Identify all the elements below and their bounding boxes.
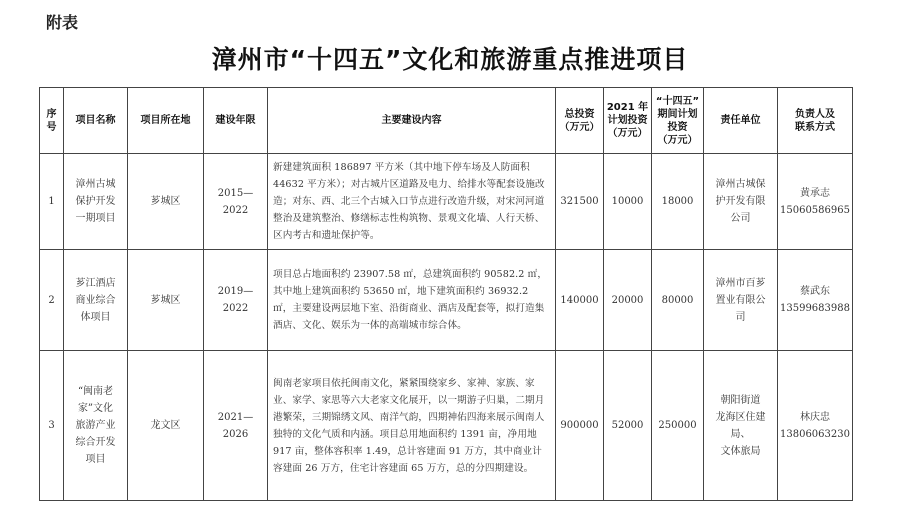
projects-table [39,87,853,501]
cell-total-investment: 900000 [556,351,604,501]
header-invest-2021: 2021 年 计划投资 （万元） [604,88,652,154]
cell-location: 龙文区 [128,351,204,501]
document-title: 漳州市“十四五”文化和旅游重点推进项目 [211,45,689,74]
contact-phone: 13806063230 [780,428,850,440]
cell-invest-2021: 52000 [604,351,652,501]
attachment-label: 附表 [46,13,79,32]
contact-name: 蔡武东 [800,286,830,297]
cell-invest-2021: 10000 [604,154,652,250]
cell-contact [778,250,853,351]
cell-period: 2021— 2026 [204,351,268,501]
header-unit: 责任单位 [704,88,778,154]
contact-phone: 15060586965 [780,204,850,216]
table-row [40,154,853,250]
cell-contact [778,154,853,250]
cell-invest-2021: 20000 [604,250,652,351]
cell-plan-14th: 250000 [652,351,704,501]
cell-contact [778,351,853,501]
header-location: 项目所在地 [128,88,204,154]
header-contact: 负责人及 联系方式 [778,88,853,154]
cell-seq: 2 [40,250,64,351]
cell-plan-14th: 80000 [652,250,704,351]
cell-name: “闽南老 家”文化 旅游产业 综合开发 项目 [64,351,128,501]
cell-location: 芗城区 [128,250,204,351]
contact-phone: 13599683988 [780,303,850,314]
header-total-investment: 总投资 （万元） [556,88,604,154]
header-plan-14th: “十四五” 期间计划 投资 （万元） [652,88,704,154]
cell-content: 闽南老家项目依托闽南文化，紧紧围绕家乡、家神、家族、家业、家学、家思等六大老家文化展开，以一期游子归巢，二期月港繁荣，三期锦绣文风、南洋气韵，四期神佑四海来展示闽南人独特的文化气质和内涵。项目总用地面积约 1391 亩，净用地 917 亩，整体容积率 1.49，总计容建面 91 万方，其中商业计容建面 26 万方，住宅计容建面 65 万方，总的分四期建设。 [268,351,556,501]
cell-seq: 3 [40,351,64,501]
table-header-row [40,88,853,154]
cell-unit: 漳州古城保 护开发有限 公司 [704,154,778,250]
cell-total-investment: 140000 [556,250,604,351]
cell-name: 芗江酒店 商业综合 体项目 [64,250,128,351]
header-name: 项目名称 [64,88,128,154]
cell-name: 漳州古城 保护开发 一期项目 [64,154,128,250]
cell-period: 2015— 2022 [204,154,268,250]
contact-name: 林庆忠 [800,411,830,423]
cell-total-investment: 321500 [556,154,604,250]
cell-plan-14th: 18000 [652,154,704,250]
cell-content: 新建建筑面积 186897 平方米（其中地下停车场及人防面积 44632 平方米）；对古城片区道路及电力、给排水等配套设施改造；对东、西、北三个古城入口节点进行改造升级，对宋河河道整治及建筑整治、修缮标志性构筑物、景观文化墙、人行天桥、区内考古和遗址保护等。 [268,154,556,250]
cell-location: 芗城区 [128,154,204,250]
cell-unit: 漳州市百芗 置业有限公 司 [704,250,778,351]
cell-seq: 1 [40,154,64,250]
contact-name: 黄承志 [800,187,830,199]
table-row [40,351,853,501]
header-content: 主要建设内容 [268,88,556,154]
cell-content: 项目总占地面积约 23907.58 ㎡，总建筑面积约 90582.2 ㎡，其中地上建筑面积约 53650 ㎡，地下建筑面积约 36932.2 ㎡，主要建设两层地下室、沿街商业、酒店及配套等，拟打造集酒店、文化、娱乐为一体的高端城市综合体。 [268,250,556,351]
cell-unit: 朝阳街道 龙海区住建 局、 文体旅局 [704,351,778,501]
header-seq: 序 号 [40,88,64,154]
header-period: 建设年限 [204,88,268,154]
cell-period: 2019— 2022 [204,250,268,351]
table-row [40,250,853,351]
